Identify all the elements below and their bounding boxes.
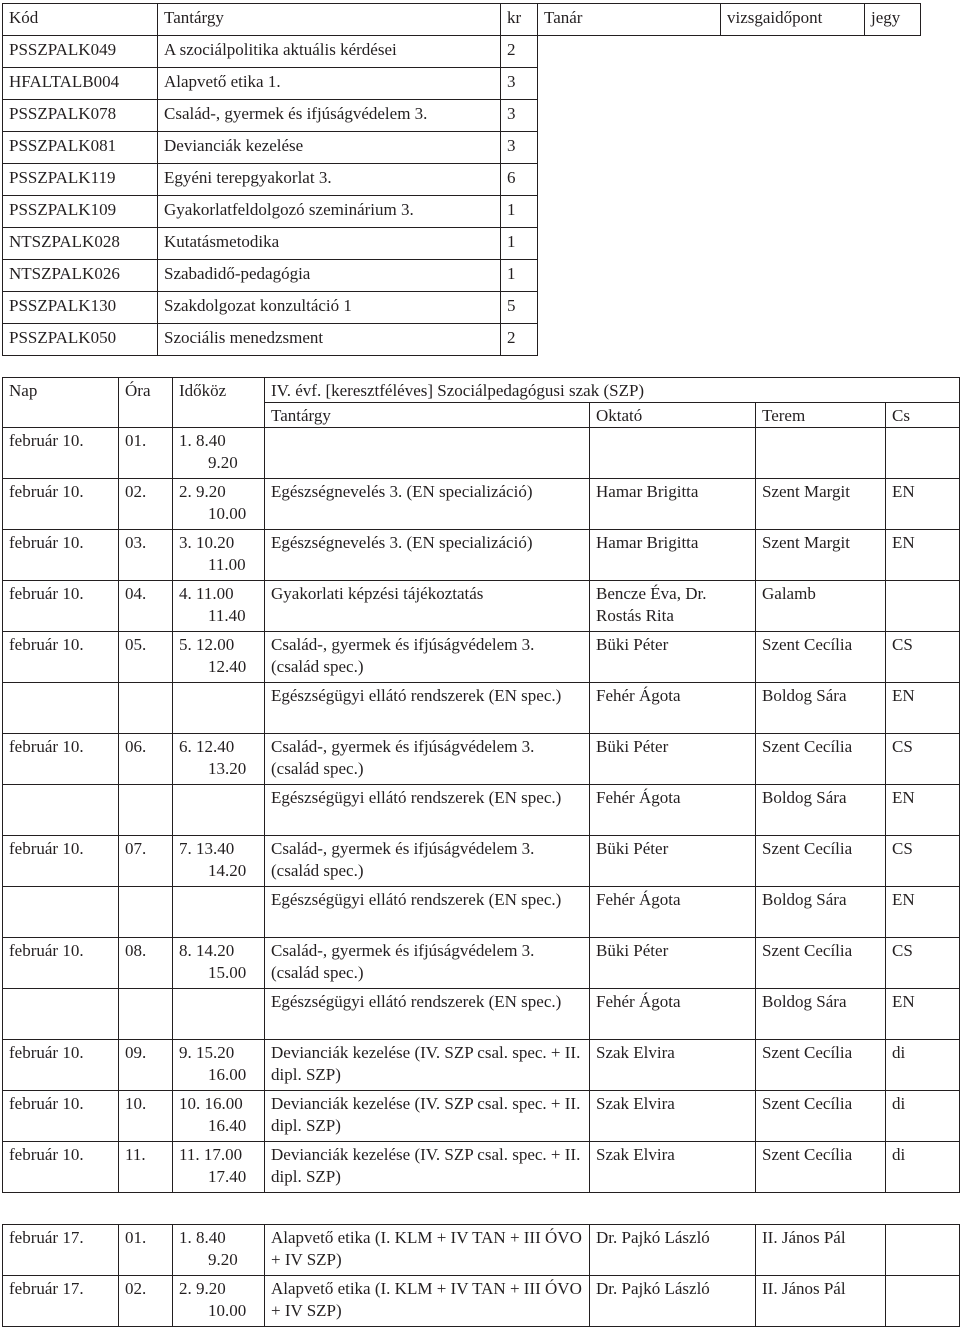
group-cell: EN: [886, 683, 960, 734]
course-subject: A szociálpolitika aktuális kérdései: [158, 36, 501, 68]
time-cell: [173, 1040, 265, 1091]
subject-cell: Devianciák kezelése (IV. SZP csal. spec. + II. dipl. SZP): [265, 1091, 590, 1142]
teacher-cell: Fehér Ágota: [590, 989, 756, 1040]
slot-cell: [119, 683, 173, 734]
group-cell: di: [886, 1040, 960, 1091]
slot-cell: 02.: [119, 479, 173, 530]
slot-cell: 05.: [119, 632, 173, 683]
course-subject: Szabadidő-pedagógia: [158, 260, 501, 292]
table-row: [3, 785, 960, 836]
time-cell: [173, 530, 265, 581]
time-cell: [173, 938, 265, 989]
teacher-cell: Szak Elvira: [590, 1142, 756, 1193]
slot-cell: 11.: [119, 1142, 173, 1193]
group-cell: CS: [886, 938, 960, 989]
course-subject: Család-, gyermek és ifjúságvédelem 3.: [158, 100, 501, 132]
date-cell: február 17.: [3, 1276, 119, 1327]
date-cell: február 10.: [3, 1040, 119, 1091]
room-cell: Boldog Sára: [756, 989, 886, 1040]
table-row: [3, 683, 960, 734]
time-cell: [173, 1091, 265, 1142]
courses-header-cell: kr: [501, 4, 538, 36]
subject-cell: Család-, gyermek és ifjúságvédelem 3. (család spec.): [265, 836, 590, 887]
teacher-cell: Hamar Brigitta: [590, 479, 756, 530]
date-cell: február 10.: [3, 581, 119, 632]
course-code: PSSZPALK119: [3, 164, 158, 196]
time-cell: [173, 428, 265, 479]
time-cell: [173, 1276, 265, 1327]
group-cell: EN: [886, 989, 960, 1040]
slot-cell: 03.: [119, 530, 173, 581]
subject-cell: Egészségnevelés 3. (EN specializáció): [265, 479, 590, 530]
subject-cell: Egészségügyi ellátó rendszerek (EN spec.): [265, 887, 590, 938]
course-credit: 3: [501, 132, 538, 164]
slot-cell: 01.: [119, 1225, 173, 1276]
time-start: 10. 16.00: [179, 1094, 243, 1113]
time-end: 16.00: [208, 1065, 247, 1084]
room-cell: Szent Cecília: [756, 632, 886, 683]
time-start: 2. 9.20: [179, 1279, 226, 1298]
group-cell: EN: [886, 530, 960, 581]
table-row: [3, 989, 960, 1040]
time-end: 10.00: [208, 504, 247, 523]
time-start: 5. 12.00: [179, 635, 235, 654]
teacher-cell: Dr. Pajkó László: [590, 1276, 756, 1327]
time-cell: [173, 683, 265, 734]
course-credit: 3: [501, 100, 538, 132]
date-cell: február 10.: [3, 1091, 119, 1142]
date-cell: február 10.: [3, 428, 119, 479]
teacher-cell: Dr. Pajkó László: [590, 1225, 756, 1276]
time-end: 9.20: [208, 1250, 238, 1269]
table-row: [3, 887, 960, 938]
room-cell: [756, 428, 886, 479]
subject-cell: Devianciák kezelése (IV. SZP csal. spec. + II. dipl. SZP): [265, 1142, 590, 1193]
idokoz-header: Időköz: [173, 378, 265, 428]
slot-cell: [119, 785, 173, 836]
spacer-row: [3, 1193, 960, 1225]
slot-cell: 10.: [119, 1091, 173, 1142]
slot-cell: 08.: [119, 938, 173, 989]
time-start: 1. 8.40: [179, 1228, 226, 1247]
slot-cell: [119, 989, 173, 1040]
time-start: 4. 11.00: [179, 584, 234, 603]
slot-cell: 06.: [119, 734, 173, 785]
group-cell: [886, 428, 960, 479]
table-row: [3, 632, 960, 683]
room-cell: Szent Margit: [756, 530, 886, 581]
course-code: PSSZPALK078: [3, 100, 158, 132]
time-start: 3. 10.20: [179, 533, 235, 552]
course-code: PSSZPALK050: [3, 324, 158, 356]
subject-cell: Egészségnevelés 3. (EN specializáció): [265, 530, 590, 581]
subject-cell: Egészségügyi ellátó rendszerek (EN spec.): [265, 989, 590, 1040]
time-end: 11.40: [208, 606, 246, 625]
date-cell: [3, 785, 119, 836]
subject-cell: Egészségügyi ellátó rendszerek (EN spec.): [265, 683, 590, 734]
group-cell: [886, 1276, 960, 1327]
time-cell: [173, 887, 265, 938]
room-cell: Szent Margit: [756, 479, 886, 530]
courses-table: [2, 3, 921, 356]
time-end: 12.40: [208, 657, 247, 676]
time-end: 10.00: [208, 1301, 247, 1320]
table-row: [3, 581, 960, 632]
course-code: PSSZPALK049: [3, 36, 158, 68]
room-cell: Boldog Sára: [756, 785, 886, 836]
time-cell: [173, 734, 265, 785]
table-row: [3, 1091, 960, 1142]
table-row: [3, 530, 960, 581]
time-cell: [173, 1225, 265, 1276]
table-row: [3, 428, 960, 479]
room-cell: II. János Pál: [756, 1225, 886, 1276]
teacher-cell: Büki Péter: [590, 632, 756, 683]
table-row: [3, 938, 960, 989]
slot-cell: 02.: [119, 1276, 173, 1327]
cs-header: Cs: [886, 403, 960, 428]
date-cell: február 10.: [3, 1142, 119, 1193]
terem-header: Terem: [756, 403, 886, 428]
courses-header-row: [3, 4, 921, 36]
date-cell: [3, 683, 119, 734]
teacher-cell: Hamar Brigitta: [590, 530, 756, 581]
room-cell: Szent Cecília: [756, 1040, 886, 1091]
schedule-table: [2, 377, 960, 1327]
course-credit: 2: [501, 36, 538, 68]
courses-header-cell: jegy: [865, 4, 921, 36]
time-end: 9.20: [208, 453, 238, 472]
teacher-cell: Büki Péter: [590, 938, 756, 989]
teacher-cell: Fehér Ágota: [590, 887, 756, 938]
time-cell: [173, 1142, 265, 1193]
group-cell: di: [886, 1091, 960, 1142]
date-cell: február 10.: [3, 836, 119, 887]
time-cell: [173, 836, 265, 887]
slot-cell: 09.: [119, 1040, 173, 1091]
time-start: 6. 12.40: [179, 737, 235, 756]
time-cell: [173, 785, 265, 836]
time-cell: [173, 989, 265, 1040]
date-cell: február 10.: [3, 938, 119, 989]
course-credit: 3: [501, 68, 538, 100]
course-credit: 5: [501, 292, 538, 324]
room-cell: Szent Cecília: [756, 1091, 886, 1142]
group-cell: EN: [886, 785, 960, 836]
time-end: 14.20: [208, 861, 247, 880]
group-cell: di: [886, 1142, 960, 1193]
date-cell: február 10.: [3, 734, 119, 785]
time-end: 17.40: [208, 1167, 247, 1186]
table-row: [3, 1040, 960, 1091]
table-row: [3, 1276, 960, 1327]
teacher-cell: Fehér Ágota: [590, 683, 756, 734]
courses-header-cell: Tantárgy: [158, 4, 501, 36]
subject-cell: Devianciák kezelése (IV. SZP csal. spec. + II. dipl. SZP): [265, 1040, 590, 1091]
teacher-cell: Büki Péter: [590, 734, 756, 785]
course-code: PSSZPALK130: [3, 292, 158, 324]
time-cell: [173, 581, 265, 632]
table-row: [3, 1142, 960, 1193]
table-row: [3, 1225, 960, 1276]
time-start: 1. 8.40: [179, 431, 226, 450]
slot-cell: [119, 887, 173, 938]
table-row: [3, 36, 921, 68]
room-cell: Galamb: [756, 581, 886, 632]
ora-header: Óra: [119, 378, 173, 428]
group-cell: [886, 581, 960, 632]
room-cell: Boldog Sára: [756, 887, 886, 938]
teacher-cell: Fehér Ágota: [590, 785, 756, 836]
subject-cell: Egészségügyi ellátó rendszerek (EN spec.): [265, 785, 590, 836]
date-cell: február 10.: [3, 530, 119, 581]
subject-cell: Család-, gyermek és ifjúságvédelem 3. (család spec.): [265, 938, 590, 989]
time-end: 13.20: [208, 759, 247, 778]
courses-header-cell: Tanár: [538, 4, 721, 36]
time-start: 7. 13.40: [179, 839, 235, 858]
teacher-cell: Büki Péter: [590, 836, 756, 887]
subject-cell: [265, 428, 590, 479]
room-cell: Szent Cecília: [756, 1142, 886, 1193]
course-subject: Szakdolgozat konzultáció 1: [158, 292, 501, 324]
schedule-title: IV. évf. [keresztféléves] Szociálpedagógusi szak (SZP): [265, 378, 960, 403]
room-cell: Szent Cecília: [756, 938, 886, 989]
schedule-header-row: [3, 378, 960, 403]
course-credit: 1: [501, 196, 538, 228]
room-cell: Szent Cecília: [756, 734, 886, 785]
room-cell: Boldog Sára: [756, 683, 886, 734]
course-credit: 6: [501, 164, 538, 196]
slot-cell: 01.: [119, 428, 173, 479]
table-row: [3, 479, 960, 530]
subject-cell: Alapvető etika (I. KLM + IV TAN + III ÓVO + IV SZP): [265, 1225, 590, 1276]
course-code: PSSZPALK081: [3, 132, 158, 164]
course-code: NTSZPALK026: [3, 260, 158, 292]
subject-cell: Gyakorlati képzési tájékoztatás: [265, 581, 590, 632]
tantargy-header: Tantárgy: [265, 403, 590, 428]
room-cell: II. János Pál: [756, 1276, 886, 1327]
date-cell: [3, 989, 119, 1040]
group-cell: CS: [886, 632, 960, 683]
time-end: 15.00: [208, 963, 247, 982]
teacher-cell: Bencze Éva, Dr. Rostás Rita: [590, 581, 756, 632]
time-start: 2. 9.20: [179, 482, 226, 501]
course-subject: Devianciák kezelése: [158, 132, 501, 164]
date-cell: február 10.: [3, 479, 119, 530]
slot-cell: 04.: [119, 581, 173, 632]
course-subject: Szociális menedzsment: [158, 324, 501, 356]
date-cell: február 10.: [3, 632, 119, 683]
date-cell: február 17.: [3, 1225, 119, 1276]
subject-cell: Család-, gyermek és ifjúságvédelem 3. (család spec.): [265, 632, 590, 683]
course-credit: 1: [501, 260, 538, 292]
group-cell: [886, 1225, 960, 1276]
group-cell: CS: [886, 734, 960, 785]
table-row: [3, 836, 960, 887]
table-row: [3, 734, 960, 785]
course-subject: Alapvető etika 1.: [158, 68, 501, 100]
teacher-cell: [590, 428, 756, 479]
course-credit: 1: [501, 228, 538, 260]
slot-cell: 07.: [119, 836, 173, 887]
course-code: PSSZPALK109: [3, 196, 158, 228]
teacher-cell: Szak Elvira: [590, 1091, 756, 1142]
oktato-header: Oktató: [590, 403, 756, 428]
time-end: 16.40: [208, 1116, 247, 1135]
time-start: 9. 15.20: [179, 1043, 235, 1062]
time-start: 11. 17.00: [179, 1145, 243, 1164]
date-cell: [3, 887, 119, 938]
subject-cell: Család-, gyermek és ifjúságvédelem 3. (család spec.): [265, 734, 590, 785]
course-subject: Egyéni terepgyakorlat 3.: [158, 164, 501, 196]
course-code: HFALTALB004: [3, 68, 158, 100]
course-subject: Kutatásmetodika: [158, 228, 501, 260]
subject-cell: Alapvető etika (I. KLM + IV TAN + III ÓVO + IV SZP): [265, 1276, 590, 1327]
group-cell: CS: [886, 836, 960, 887]
room-cell: Szent Cecília: [756, 836, 886, 887]
time-start: 8. 14.20: [179, 941, 235, 960]
teacher-cell: Szak Elvira: [590, 1040, 756, 1091]
spacer-cell: [3, 1193, 960, 1225]
courses-header-cell: Kód: [3, 4, 158, 36]
course-code: NTSZPALK028: [3, 228, 158, 260]
courses-header-cell: vizsgaidőpont: [721, 4, 865, 36]
time-cell: [173, 479, 265, 530]
group-cell: EN: [886, 479, 960, 530]
course-credit: 2: [501, 324, 538, 356]
nap-header: Nap: [3, 378, 119, 428]
group-cell: EN: [886, 887, 960, 938]
course-subject: Gyakorlatfeldolgozó szeminárium 3.: [158, 196, 501, 228]
time-end: 11.00: [208, 555, 246, 574]
time-cell: [173, 632, 265, 683]
empty-area: [538, 36, 921, 356]
